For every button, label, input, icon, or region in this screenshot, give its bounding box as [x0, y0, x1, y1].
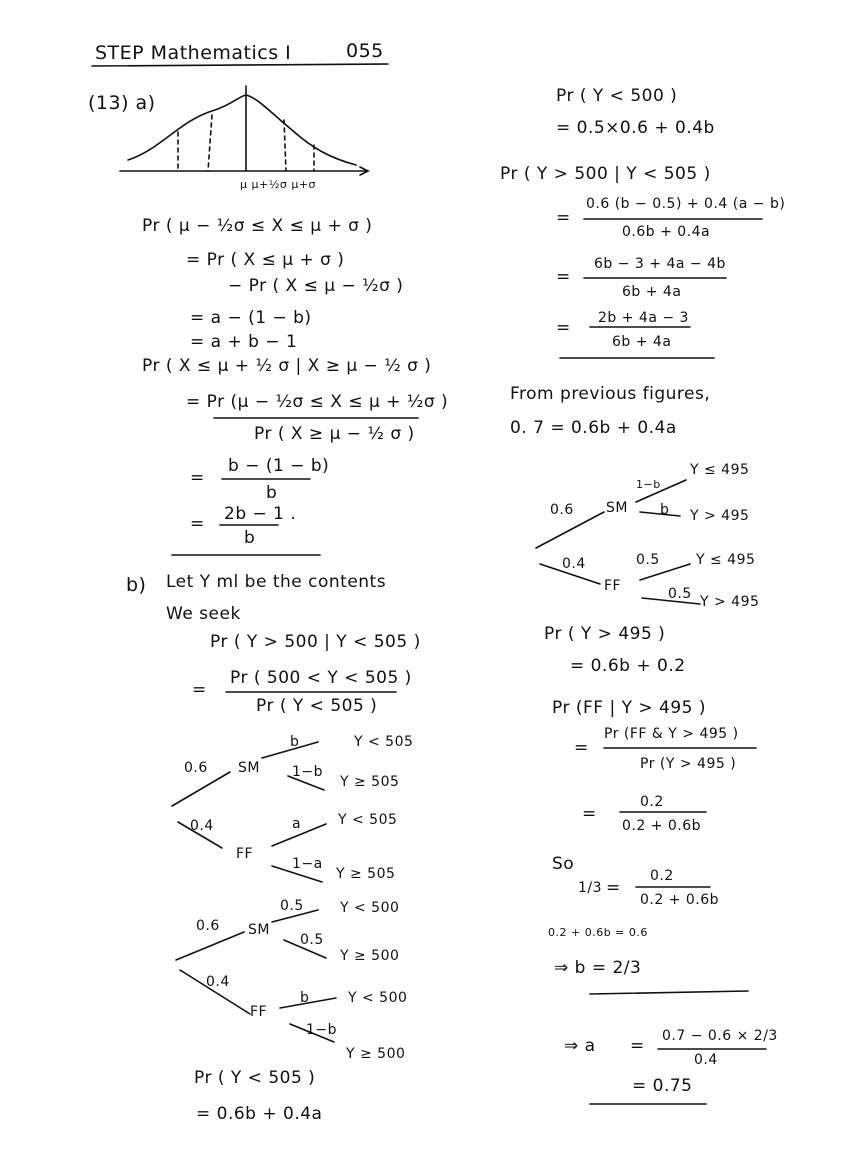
a-line-8: Pr ( X ≥ μ − ½ σ )	[254, 424, 415, 444]
r-res-a-den: 0.4	[694, 1052, 718, 1068]
tree3-p2: 0.5	[668, 586, 692, 602]
r-g1-num: Pr (FF & Y > 495 )	[604, 726, 739, 742]
part-b-label: b)	[126, 574, 147, 596]
a-frac-den-2: b	[244, 528, 256, 548]
curve-axis-labels: μ μ+½σ μ+σ	[240, 178, 317, 191]
a-frac-num-1: b − (1 − b)	[228, 456, 330, 476]
b-frac-den: Pr ( Y < 505 )	[256, 696, 378, 716]
tree1-b: b	[290, 734, 300, 750]
tree2-y-lt2: Y < 500	[348, 990, 408, 1006]
tree2-ff: FF	[250, 1004, 268, 1020]
a-line-5: = a + b − 1	[190, 332, 298, 352]
a-frac-den-1: b	[266, 483, 278, 503]
r-f2-num: 6b − 3 + 4a − 4b	[594, 256, 726, 272]
tree1-one-b: 1−b	[292, 764, 324, 780]
normal-curve	[128, 95, 356, 165]
tree2-p2: 0.5	[300, 932, 324, 948]
tree3-p-ff: 0.4	[562, 556, 586, 572]
page-year: 055	[346, 40, 384, 62]
tree3-one-b: 1−b	[636, 478, 661, 491]
tree3-p-sm: 0.6	[550, 502, 574, 518]
r-f1-eq: =	[556, 208, 571, 228]
r-g2-den: 0.2 + 0.6b	[622, 818, 702, 834]
tree1-y-ge: Y ≥ 505	[340, 774, 400, 790]
a-line-7: = Pr (μ − ½σ ≤ X ≤ μ + ½σ )	[186, 392, 449, 412]
tree2-p-ff: 0.4	[206, 974, 230, 990]
r-f3-den: 6b + 4a	[612, 334, 672, 350]
end-underline-b	[590, 991, 748, 994]
r-prff: Pr (FF | Y > 495 )	[552, 698, 706, 718]
tree3-y-gt: Y > 495	[690, 508, 750, 524]
r-f2-eq: =	[556, 267, 571, 287]
r-g2-eq: =	[582, 804, 597, 824]
r-f1-den: 0.6b + 0.4a	[622, 224, 711, 240]
tree1-p-sm: 0.6	[184, 760, 208, 776]
tree2-p-sm: 0.6	[196, 918, 220, 934]
tree1-y-lt: Y < 505	[354, 734, 414, 750]
r-prev-eq: 0. 7 = 0.6b + 0.4a	[510, 418, 677, 438]
tree2-p1: 0.5	[280, 898, 304, 914]
a-line-4: = a − (1 − b)	[190, 308, 312, 328]
b-intro-2: We seek	[166, 604, 241, 624]
tree3-p1: 0.5	[636, 552, 660, 568]
r-res-a-num: 0.7 − 0.6 × 2/3	[662, 1028, 778, 1044]
r-so: So	[552, 854, 575, 874]
tree2-one-b: 1−b	[306, 1022, 338, 1038]
r-f3-eq: =	[556, 318, 571, 338]
header-underline	[92, 64, 388, 66]
r-cond: Pr ( Y > 500 | Y < 505 )	[500, 164, 711, 184]
r-g3-eq: =	[606, 878, 621, 898]
r-f3-num: 2b + 4a − 3	[598, 310, 689, 326]
a-frac-num-2: 2b − 1 .	[224, 504, 297, 524]
r-f2-den: 6b + 4a	[622, 284, 682, 300]
tree3-sm: SM	[606, 500, 628, 516]
r-res-a-eq: =	[630, 1036, 645, 1056]
tree2-y-ge2: Y ≥ 500	[346, 1046, 406, 1062]
question-label: (13) a)	[88, 92, 156, 114]
r-pr495-2: = 0.6b + 0.2	[570, 656, 686, 676]
tree1-one-a: 1−a	[292, 856, 323, 872]
a-line-2: = Pr ( X ≤ μ + σ )	[186, 250, 345, 270]
tree3-b: b	[660, 502, 670, 518]
b-intro-1: Let Y ml be the contents	[166, 572, 387, 592]
tree1-y-lt2: Y < 505	[338, 812, 398, 828]
r-res-a-val: = 0.75	[632, 1076, 693, 1096]
tree1-sm: SM	[238, 760, 260, 776]
b-end-2: = 0.6b + 0.4a	[196, 1104, 323, 1124]
r-res-a-lhs: ⇒ a	[564, 1036, 596, 1056]
r-g3-den: 0.2 + 0.6b	[640, 892, 720, 908]
r-g3-lhs: 1/3	[578, 880, 603, 896]
b-seek: Pr ( Y > 500 | Y < 505 )	[210, 632, 421, 652]
r-f1-num: 0.6 (b − 0.5) + 0.4 (a − b)	[586, 196, 786, 212]
tree2-y-lt: Y < 500	[340, 900, 400, 916]
tree3-ff: FF	[604, 578, 622, 594]
r-prev: From previous figures,	[510, 384, 711, 404]
tree2-sm: SM	[248, 922, 270, 938]
r-pr495-1: Pr ( Y > 495 )	[544, 624, 666, 644]
tree1-y-ge2: Y ≥ 505	[336, 866, 396, 882]
b-end-1: Pr ( Y < 505 )	[194, 1068, 316, 1088]
r-line-a: 0.2 + 0.6b = 0.6	[548, 926, 648, 939]
a-eq-1: =	[190, 468, 205, 488]
b-eq: =	[192, 680, 207, 700]
tree2-y-ge: Y ≥ 500	[340, 948, 400, 964]
b-frac-num: Pr ( 500 < Y < 505 )	[230, 668, 412, 688]
tree2-b: b	[300, 990, 310, 1006]
a-line-6: Pr ( X ≤ μ + ½ σ | X ≥ μ − ½ σ )	[142, 356, 432, 376]
r-g2-num: 0.2	[640, 794, 664, 810]
a-eq-2: =	[190, 514, 205, 534]
r-top-2: = 0.5×0.6 + 0.4b	[556, 118, 715, 138]
tree3-y-gt2: Y > 495	[700, 594, 760, 610]
tree1-a: a	[292, 816, 302, 832]
r-top-1: Pr ( Y < 500 )	[556, 86, 678, 106]
tree3-y-le: Y ≤ 495	[690, 462, 750, 478]
tree1-p-ff: 0.4	[190, 818, 214, 834]
a-line-3: − Pr ( X ≤ μ − ½σ )	[228, 276, 404, 296]
r-g1-den: Pr (Y > 495 )	[640, 756, 737, 772]
tree3-y-le2: Y ≤ 495	[696, 552, 756, 568]
tree1-ff: FF	[236, 846, 254, 862]
a-line-1: Pr ( μ − ½σ ≤ X ≤ μ + σ )	[142, 216, 373, 236]
page-title: STEP Mathematics I	[95, 42, 292, 64]
r-g1-eq: =	[574, 738, 589, 758]
r-g3-num: 0.2	[650, 868, 674, 884]
r-res-b: ⇒ b = 2/3	[554, 958, 642, 978]
